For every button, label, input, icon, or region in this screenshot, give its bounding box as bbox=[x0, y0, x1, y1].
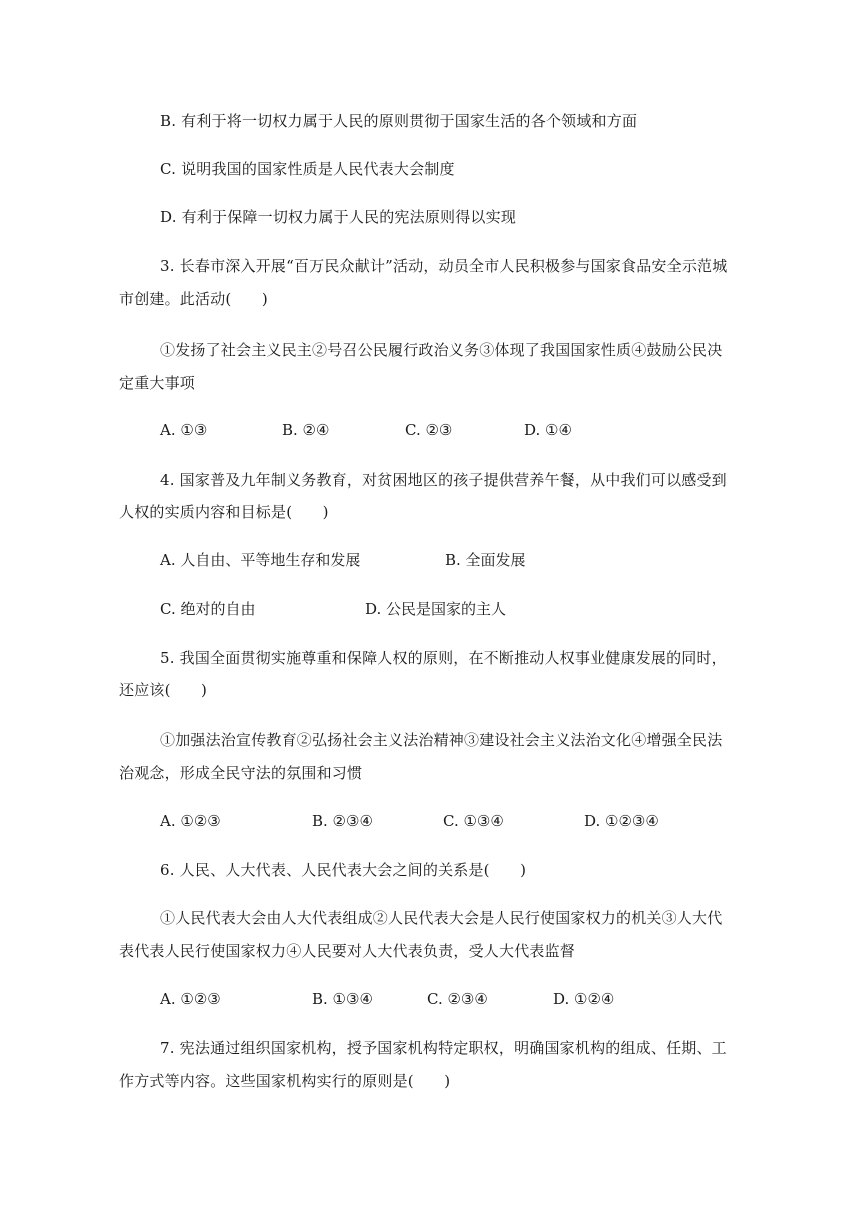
q3-stem-line2: 市创建。此活动( ) bbox=[119, 290, 268, 308]
q5-items-line2: 治观念，形成全民守法的氛围和习惯 bbox=[119, 764, 363, 782]
q4-option-c: C. 绝对的自由 bbox=[160, 600, 256, 618]
q4-stem-line1: 4. 国家普及九年制义务教育，对贫困地区的孩子提供营养午餐，从中我们可以感受到 bbox=[160, 471, 727, 489]
q6-stem-line1: 6. 人民、人大代表、人民代表大会之间的关系是( ) bbox=[160, 861, 527, 879]
q5-option-d: D. ①②③④ bbox=[584, 812, 659, 830]
q3-option-c: C. ②③ bbox=[405, 421, 453, 439]
q4-stem-line2: 人权的实质内容和目标是( ) bbox=[119, 503, 329, 521]
q7-stem-line1: 7. 宪法通过组织国家机构，授予国家机构特定职权，明确国家机构的组成、任期、工 bbox=[160, 1039, 727, 1057]
q5-stem-line1: 5. 我国全面贯彻实施尊重和保障人权的原则，在不断推动人权事业健康发展的同时， bbox=[160, 649, 727, 667]
q3-option-b: B. ②④ bbox=[282, 421, 330, 439]
q2-option-d: D. 有利于保障一切权力属于人民的宪法原则得以实现 bbox=[160, 208, 517, 226]
q3-items-line2: 定重大事项 bbox=[119, 374, 196, 392]
q4-option-d: D. 公民是国家的主人 bbox=[365, 600, 507, 618]
q3-items-line1: ①发扬了社会主义民主②号召公民履行政治义务③体现了我国国家性质④鼓励公民决 bbox=[160, 341, 723, 359]
q7-stem-line2: 作方式等内容。这些国家机构实行的原则是( ) bbox=[119, 1072, 451, 1090]
q6-items-line1: ①人民代表大会由人大代表组成②人民代表大会是人民行使国家权力的机关③人大代 bbox=[160, 909, 723, 927]
q3-option-d: D. ①④ bbox=[524, 421, 572, 439]
q5-option-a: A. ①②③ bbox=[160, 812, 221, 830]
q5-option-b: B. ②③④ bbox=[312, 812, 373, 830]
q4-option-a: A. 人自由、平等地生存和发展 bbox=[160, 551, 361, 569]
q6-option-b: B. ①③④ bbox=[312, 990, 373, 1008]
q3-stem-line1: 3. 长春市深入开展“百万民众献计”活动，动员全市人民积极参与国家食品安全示范城 bbox=[160, 257, 728, 275]
q6-option-d: D. ①②④ bbox=[553, 990, 615, 1008]
q4-option-b: B. 全面发展 bbox=[445, 551, 526, 569]
q5-items-line1: ①加强法治宣传教育②弘扬社会主义法治精神③建设社会主义法治文化④增强全民法 bbox=[160, 731, 723, 749]
q5-option-c: C. ①③④ bbox=[443, 812, 504, 830]
q3-option-a: A. ①③ bbox=[160, 421, 208, 439]
q6-items-line2: 表代表人民行使国家权力④人民要对人大代表负责，受人大代表监督 bbox=[119, 942, 576, 960]
q5-stem-line2: 还应该( ) bbox=[119, 681, 208, 699]
q2-option-c: C. 说明我国的国家性质是人民代表大会制度 bbox=[160, 160, 455, 178]
q6-option-c: C. ②③④ bbox=[427, 990, 488, 1008]
q6-option-a: A. ①②③ bbox=[160, 990, 221, 1008]
q2-option-b: B. 有利于将一切权力属于人民的原则贯彻于国家生活的各个领域和方面 bbox=[160, 112, 638, 130]
